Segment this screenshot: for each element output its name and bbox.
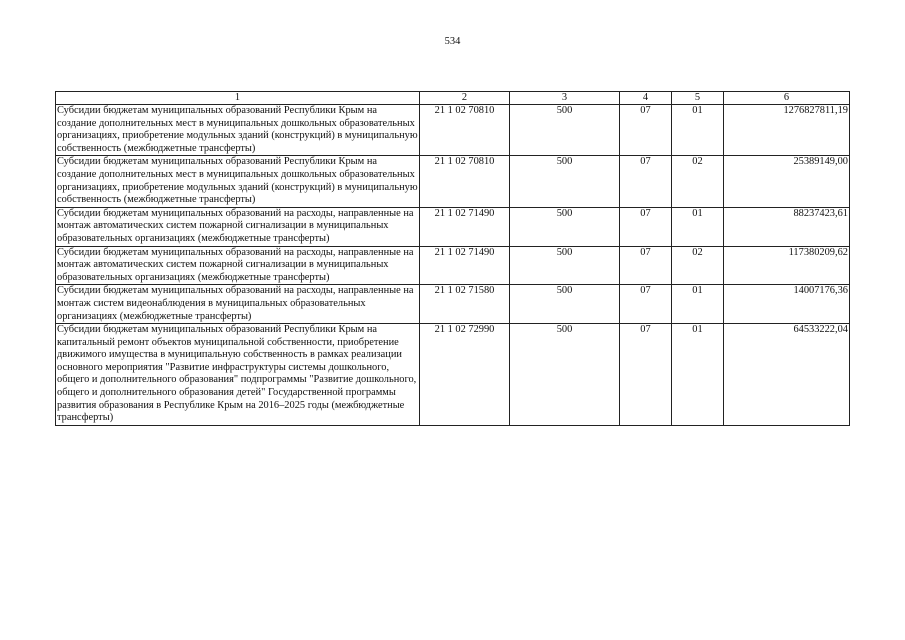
table-row [56, 156, 850, 207]
row-section: 07 [620, 105, 672, 156]
row-name: Субсидии бюджетам муниципальных образований Республики Крым на создание дополнительных мест в муниципальных дошкольных образовательных организациях, приобретение модульных зданий (конструкций) в муниципальную собственность (межбюджетные трансферты) [56, 156, 420, 207]
row-type: 500 [510, 207, 620, 246]
row-name: Субсидии бюджетам муниципальных образований Республики Крым на создание дополнительных мест в муниципальных дошкольных образовательных организациях, приобретение модульных зданий (конструкций) в муниципальную собственность (межбюджетные трансферты) [56, 105, 420, 156]
row-name: Субсидии бюджетам муниципальных образований на расходы, направленные на монтаж систем видеонаблюдения в муниципальных образовательных организациях (межбюджетные трансферты) [56, 285, 420, 324]
table-row [56, 207, 850, 246]
row-sum: 1276827811,19 [724, 105, 850, 156]
row-section: 07 [620, 156, 672, 207]
row-code: 21 1 02 71490 [420, 246, 510, 285]
budget-table [55, 91, 850, 426]
row-sum: 88237423,61 [724, 207, 850, 246]
table-row [56, 105, 850, 156]
row-subsection: 02 [672, 246, 724, 285]
row-code: 21 1 02 72990 [420, 324, 510, 426]
row-section: 07 [620, 246, 672, 285]
row-subsection: 02 [672, 156, 724, 207]
table-row [56, 324, 850, 426]
header-col-2: 2 [420, 92, 510, 105]
header-col-5: 5 [672, 92, 724, 105]
header-col-6: 6 [724, 92, 850, 105]
row-type: 500 [510, 324, 620, 426]
row-sum: 14007176,36 [724, 285, 850, 324]
header-col-4: 4 [620, 92, 672, 105]
row-type: 500 [510, 285, 620, 324]
row-sum: 117380209,62 [724, 246, 850, 285]
row-code: 21 1 02 71490 [420, 207, 510, 246]
row-type: 500 [510, 246, 620, 285]
row-type: 500 [510, 105, 620, 156]
row-subsection: 01 [672, 324, 724, 426]
header-row [56, 92, 850, 105]
row-subsection: 01 [672, 105, 724, 156]
row-section: 07 [620, 285, 672, 324]
row-code: 21 1 02 70810 [420, 156, 510, 207]
row-name: Субсидии бюджетам муниципальных образований Республики Крым на капитальный ремонт объектов муниципальной собственности, приобретение движимого имущества в муниципальную собственность в рамках реализации основного мероприятия "Развитие инфраструктуры системы дошкольного, общего и дополнительного образования" подпрограммы "Развитие дошкольного, общего и дополнительного образования детей" Государственной программы развития образования в Республике Крым на 2016–2025 годы (межбюджетные трансферты) [56, 324, 420, 426]
row-sum: 64533222,04 [724, 324, 850, 426]
row-name: Субсидии бюджетам муниципальных образований на расходы, направленные на монтаж автоматических систем пожарной сигнализации в муниципальных образовательных организациях (межбюджетные трансферты) [56, 246, 420, 285]
row-sum: 25389149,00 [724, 156, 850, 207]
page-number: 534 [444, 36, 461, 47]
row-section: 07 [620, 324, 672, 426]
header-col-1: 1 [56, 92, 420, 105]
table-row [56, 246, 850, 285]
row-section: 07 [620, 207, 672, 246]
table-row [56, 285, 850, 324]
row-subsection: 01 [672, 207, 724, 246]
row-code: 21 1 02 70810 [420, 105, 510, 156]
row-name: Субсидии бюджетам муниципальных образований на расходы, направленные на монтаж автоматических систем пожарной сигнализации в муниципальных образовательных организациях (межбюджетные трансферты) [56, 207, 420, 246]
row-code: 21 1 02 71580 [420, 285, 510, 324]
row-type: 500 [510, 156, 620, 207]
row-subsection: 01 [672, 285, 724, 324]
header-col-3: 3 [510, 92, 620, 105]
